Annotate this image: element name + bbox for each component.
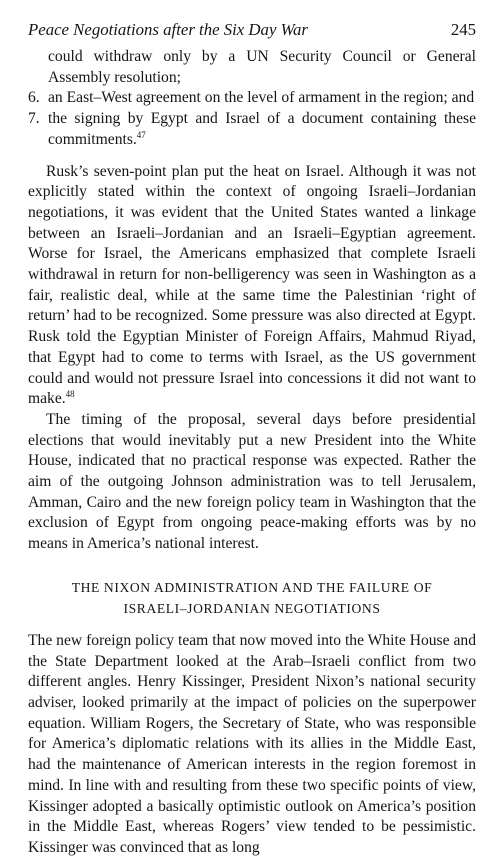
- list-item-continuation: could withdraw only by a UN Security Council or General Assembly resolution;: [48, 48, 476, 86]
- paragraph-text: The timing of the proposal, several days before presidential elections that would inevitably put a new President into the White House, indicated that no practical response was expected. Rather the aim of the outgoing Johnson administration was to tell Jerusalem, Amman, Cairo and the new foreign policy team in Washington that the exclusion of Egypt from ongoing peace-making efforts was by no means in America’s national interest.: [28, 410, 476, 553]
- paragraph: [28, 162, 476, 410]
- footnote-ref: 48: [65, 389, 75, 400]
- page-body: [28, 47, 476, 859]
- list-item-text-body: the signing by Egypt and Israel of a document containing these commitments.: [48, 110, 476, 148]
- list-item-number: 6.: [28, 89, 40, 107]
- section-heading: [28, 577, 476, 619]
- running-header: [28, 20, 476, 42]
- page-number: 245: [450, 20, 476, 39]
- section-heading-line: THE NIXON ADMINISTRATION AND THE FAILURE OF: [71, 579, 433, 595]
- list-item-number: 7.: [28, 110, 40, 128]
- running-title: Peace Negotiations after the Six Day War: [28, 20, 308, 39]
- footnote-ref: 47: [136, 129, 146, 140]
- list-item-text: an East–West agreement on the level of armament in the region; and: [48, 89, 475, 107]
- section-heading-line: ISRAELI–JORDANIAN NEGOTIATIONS: [123, 600, 381, 616]
- list-item: [28, 88, 476, 109]
- list-item-text: [48, 109, 476, 150]
- paragraph-text: Rusk’s seven-point plan put the heat on Israel. Although it was not explicitly stated within the context of ongoing Israeli–Jordanian negotiations, it was evident that the United States wanted a linkage between an Israeli–Jordanian and an Israeli–Egyptian agreement. Worse for Israel, the Americans emphasized that complete Israeli withdrawal in return for non-belligerency was seen in Washington as a fair, realistic deal, while at the same time the Palestinian ‘right of return’ had to be recognized. Some pressure was also directed at Egypt. Rusk told the Egyptian Minister of Foreign Affairs, Mahmud Riyad, that Egypt had to come to terms with Israel, as the US government could and would not pressure Israel into concessions it did not want to make.: [28, 162, 476, 408]
- paragraph: [28, 410, 476, 555]
- paragraph-text: The new foreign policy team that now moved into the White House and the State Department looked at the Arab–Israeli conflict from two different angles. Henry Kissinger, President Nixon’s national security adviser, looked primarily at the impact of policies on the superpower equation. William Rogers, the Secretary of State, who was responsible for America’s diplomatic relations with its allies in the Middle East, had the maintenance of American interests in the region foremost in mind. In line with and resulting from these two specific points of view, Kissinger adopted a basically optimistic outlook on America’s position in the Middle East, whereas Rogers’ view tended to be pessimistic. Kissinger was convinced that as long: [28, 631, 476, 856]
- list-item: [28, 109, 476, 150]
- paragraph: [28, 631, 476, 859]
